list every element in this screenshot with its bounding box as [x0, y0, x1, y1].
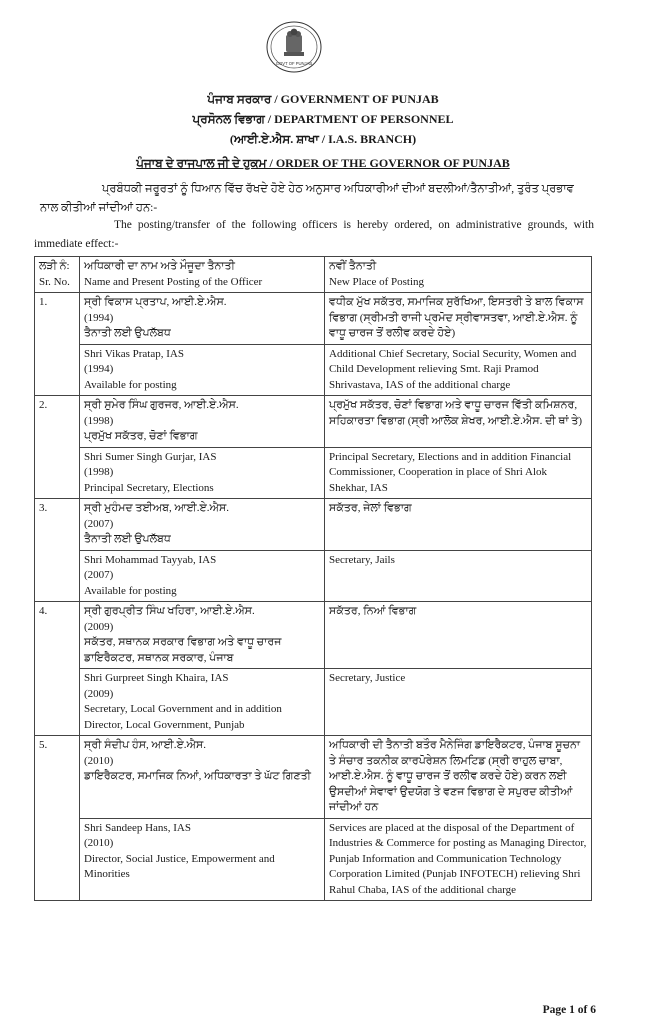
officer-name-pa: ਸ੍ਰੀ ਸੁਮੇਰ ਸਿੰਘ ਗੁਰਜਰ, ਆਈ.ਏ.ਐਸ. — [84, 399, 239, 411]
officer-year-pa: (2007) — [84, 517, 114, 530]
officer-name-pa: ਸ੍ਰੀ ਮੁਹੰਮਦ ਤਈਅਬ, ਆਈ.ਏ.ਐਸ. — [84, 502, 230, 514]
serial-number: 1. — [35, 293, 80, 396]
officer-cell-punjabi — [80, 499, 325, 551]
table-row — [35, 602, 592, 669]
header-new-en: New Place of Posting — [329, 275, 425, 288]
officer-year-en: (2009) — [84, 687, 114, 700]
table-row — [35, 293, 592, 345]
officer-name-pa: ਸ੍ਰੀ ਗੁਰਪ੍ਰੀਤ ਸਿੰਘ ਖਹਿਰਾ, ਆਈ.ਏ.ਐਸ. — [84, 605, 255, 617]
header-name-en: Name and Present Posting of the Officer — [84, 275, 263, 288]
officer-name-pa: ਸ੍ਰੀ ਸੰਦੀਪ ਹੰਸ, ਆਈ.ਏ.ਐਸ. — [84, 739, 207, 751]
officer-year-en: (2007) — [84, 569, 114, 581]
order-title: ਪੰਜਾਬ ਦੇ ਰਾਜਪਾਲ ਜੀ ਦੇ ਹੁਕਮ / ORDER OF THE GOVERNOR OF PUNJAB — [136, 156, 510, 170]
serial-number: 2. — [35, 396, 80, 499]
posting-table — [34, 256, 592, 901]
table-row — [35, 396, 592, 448]
officer-cell-english — [80, 669, 325, 736]
present-posting-pa: ਡਾਇਰੈਕਟਰ, ਸਮਾਜਿਕ ਨਿਆਂ, ਅਧਿਕਾਰਤਾ ਤੇ ਘੱਟ ਗਿਣਤੀ — [84, 770, 311, 782]
officer-year-pa: (1994) — [84, 311, 114, 324]
present-posting-pa: ਸਕੱਤਰ, ਸਥਾਨਕ ਸਰਕਾਰ ਵਿਭਾਗ ਅਤੇ ਵਾਧੂ ਚਾਰਜ ਡਾਇਰੈਕਟਰ, ਸਥਾਨਕ ਸਰਕਾਰ, ਪੰਜਾਬ — [84, 636, 282, 664]
branch-heading: (ਆਈ.ਏ.ਐਸ. ਸ਼ਾਖਾ / I.A.S. BRANCH) — [229, 132, 417, 146]
header-sr — [35, 257, 80, 293]
present-posting-en: Available for posting — [84, 584, 177, 597]
officer-year-pa: (2009) — [84, 620, 114, 633]
header-sr-pa: ਲੜੀ ਨੰ: — [39, 260, 70, 272]
table-row — [35, 736, 592, 819]
officer-year-en: (2010) — [84, 837, 114, 849]
department-heading: ਪ੍ਰਸੋਨਲ ਵਿਭਾਗ / DEPARTMENT OF PERSONNEL — [192, 112, 454, 126]
present-posting-pa: ਤੈਨਾਤੀ ਲਈ ਉਪਲੱਬਧ — [84, 327, 171, 339]
new-posting-pa: ਸਕੱਤਰ, ਜੇਲਾਂ ਵਿਭਾਗ — [325, 499, 592, 551]
state-emblem-icon — [263, 20, 325, 78]
officer-year-pa: (2010) — [84, 754, 114, 767]
emblem-label: GOVT OF PUNJAB — [275, 61, 313, 66]
new-posting-en: Secretary, Jails — [325, 550, 592, 602]
officer-cell-english — [80, 818, 325, 901]
officer-cell-punjabi — [80, 293, 325, 345]
serial-number: 3. — [35, 499, 80, 602]
header-new-pa: ਨਵੀਂ ਤੈਨਾਤੀ — [329, 260, 377, 272]
table-row — [35, 344, 592, 396]
officer-name-pa: ਸ੍ਰੀ ਵਿਕਾਸ ਪ੍ਰਤਾਪ, ਆਈ.ਏ.ਐਸ. — [84, 296, 227, 308]
intro-punjabi: ਪ੍ਰਬੰਧਕੀ ਜਰੂਰਤਾਂ ਨੂੰ ਧਿਆਨ ਵਿੱਚ ਰੱਖਦੇ ਹੋਏ ਹੇਠ ਅਨੁਸਾਰ ਅਧਿਕਾਰੀਆਂ ਦੀਆਂ ਬਦਲੀਆਂ/ਤੈਨਾਤੀਆਂ, ਤੁਰੰਤ ਪ੍ਰਭਾਵ ਨਾਲ ਕੀਤੀਆਂ ਜਾਂਦੀਆਂ ਹਨ:- — [40, 183, 574, 214]
table-row — [35, 818, 592, 901]
table-row — [35, 669, 592, 736]
header-name — [80, 257, 325, 293]
new-posting-pa: ਸਕੱਤਰ, ਨਿਆਂ ਵਿਭਾਗ — [325, 602, 592, 669]
present-posting-en: Available for posting — [84, 378, 177, 391]
present-posting-pa: ਤੈਨਾਤੀ ਲਈ ਉਪਲੱਬਧ — [84, 533, 171, 545]
table-row — [35, 499, 592, 551]
officer-cell-punjabi — [80, 736, 325, 819]
new-posting-en: Principal Secretary, Elections and in addition Financial Commissioner, Cooperation in place of Shri Alok Shekhar, IAS — [325, 447, 592, 499]
header-new-posting — [325, 257, 592, 293]
officer-cell-english — [80, 447, 325, 499]
page-number: Page 1 of 6 — [542, 1004, 596, 1016]
table-row — [35, 550, 592, 602]
table-row — [35, 447, 592, 499]
officer-name-en: Shri Sumer Singh Gurjar, IAS — [84, 450, 217, 463]
header-sr-en: Sr. No. — [39, 275, 70, 288]
present-posting-en: Principal Secretary, Elections — [84, 481, 214, 494]
officer-cell-punjabi — [80, 602, 325, 669]
new-posting-en: Services are placed at the disposal of the Department of Industries & Commerce for posting as Managing Director, Punjab Information and Communication Technology Corporation Limited (Punjab INFOTECH) relieving Shri Rahul Chaba, IAS of the additional charge — [325, 818, 592, 901]
serial-number: 5. — [35, 736, 80, 901]
serial-number: 4. — [35, 602, 80, 736]
officer-cell-english — [80, 344, 325, 396]
officer-cell-punjabi — [80, 396, 325, 448]
officer-year-pa: (1998) — [84, 414, 114, 427]
officer-name-en: Shri Mohammad Tayyab, IAS — [84, 553, 217, 566]
present-posting-en: Secretary, Local Government and in addition Director, Local Government, Punjab — [84, 703, 282, 731]
officer-name-en: Shri Sandeep Hans, IAS — [84, 821, 191, 834]
officer-name-en: Shri Vikas Pratap, IAS — [84, 347, 184, 360]
new-posting-pa: ਅਧਿਕਾਰੀ ਦੀ ਤੈਨਾਤੀ ਬਤੌਰ ਮੈਨੇਜਿੰਗ ਡਾਇਰੈਕਟਰ, ਪੰਜਾਬ ਸੂਚਨਾ ਤੇ ਸੰਚਾਰ ਤਕਨੀਕ ਕਾਰਪੋਰੇਸ਼ਨ ਲਿਮਟਿਡ (ਸ੍ਰੀ ਰਾਹੁਲ ਚਾਬਾ, ਆਈ.ਏ.ਐਸ. ਨੂੰ ਵਾਧੂ ਚਾਰਜ ਤੋਂ ਰਲੀਵ ਕਰਦੇ ਹੋਏ) ਕਰਨ ਲਈ ਉਸਦੀਆਂ ਸੇਵਾਵਾਂ ਉਦਯੋਗ ਤੇ ਵਣਜ ਵਿਭਾਗ ਦੇ ਸਪੁਰਦ ਕੀਤੀਆਂ ਜਾਂਦੀਆਂ ਹਨ — [325, 736, 592, 819]
new-posting-pa: ਵਧੀਕ ਮੁੱਖ ਸਕੱਤਰ, ਸਮਾਜਿਕ ਸੁਰੱਖਿਆ, ਇਸਤਰੀ ਤੇ ਬਾਲ ਵਿਕਾਸ ਵਿਭਾਗ (ਸ੍ਰੀਮਤੀ ਰਾਜੀ ਪ੍ਰਮੋਦ ਸ੍ਰੀਵਾਸਤਵਾ, ਆਈ.ਏ.ਐਸ. ਨੂੰ ਵਾਧੂ ਚਾਰਜ ਤੋਂ ਰਲੀਵ ਕਰਦੇ ਹੋਏ) — [325, 293, 592, 345]
officer-cell-english — [80, 550, 325, 602]
present-posting-en: Director, Social Justice, Empowerment and Minorities — [84, 852, 275, 880]
officer-name-en: Shri Gurpreet Singh Khaira, IAS — [84, 672, 229, 684]
officer-year-en: (1998) — [84, 466, 114, 478]
table-header-row — [35, 257, 592, 293]
new-posting-en: Additional Chief Secretary, Social Security, Women and Child Development relieving Smt. Raji Pramod Shrivastava, IAS of the additional charge — [325, 344, 592, 396]
government-heading: ਪੰਜਾਬ ਸਰਕਾਰ / GOVERNMENT OF PUNJAB — [207, 92, 439, 106]
present-posting-pa: ਪ੍ਰਮੁੱਖ ਸਕੱਤਰ, ਚੋਣਾਂ ਵਿਭਾਗ — [84, 430, 198, 442]
new-posting-pa: ਪ੍ਰਮੁੱਖ ਸਕੱਤਰ, ਚੋਣਾਂ ਵਿਭਾਗ ਅਤੇ ਵਾਧੂ ਚਾਰਜ ਵਿੱਤੀ ਕਮਿਸ਼ਨਰ, ਸਹਿਕਾਰਤਾ ਵਿਭਾਗ (ਸ੍ਰੀ ਆਲੋਕ ਸ਼ੇਖਰ, ਆਈ.ਏ.ਐਸ. ਦੀ ਥਾਂ ਤੇ) — [325, 396, 592, 448]
header-name-pa: ਅਧਿਕਾਰੀ ਦਾ ਨਾਮ ਅਤੇ ਮੌਜੂਦਾ ਤੈਨਾਤੀ — [84, 260, 235, 272]
new-posting-en: Secretary, Justice — [325, 669, 592, 736]
officer-year-en: (1994) — [84, 363, 114, 375]
intro-english: The posting/transfer of the following officers is hereby ordered, on administrative grounds, with immediate effect:- — [34, 219, 594, 250]
